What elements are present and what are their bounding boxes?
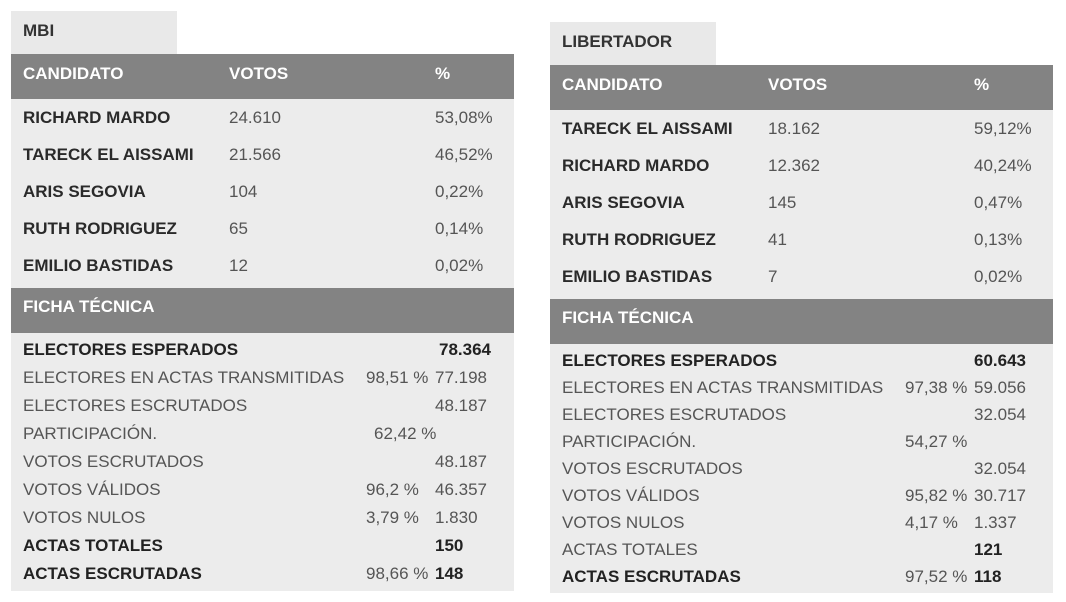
ficha-value: 46.357 bbox=[435, 480, 487, 499]
candidate-votes: 41 bbox=[768, 230, 787, 249]
candidate-row bbox=[550, 151, 1053, 188]
ficha-label: ACTAS TOTALES bbox=[23, 536, 163, 555]
results-panel-mbi bbox=[11, 11, 514, 591]
ficha-row bbox=[550, 431, 1053, 458]
ficha-tecnica-list bbox=[11, 333, 514, 591]
candidates-header bbox=[11, 54, 514, 99]
ficha-label: VOTOS NULOS bbox=[562, 513, 685, 532]
candidate-name: ARIS SEGOVIA bbox=[562, 193, 685, 212]
header-candidate: CANDIDATO bbox=[23, 64, 124, 83]
ficha-value: 1.337 bbox=[974, 513, 1017, 532]
candidate-votes: 12.362 bbox=[768, 156, 820, 175]
ficha-row bbox=[550, 377, 1053, 404]
ficha-value: 59.056 bbox=[974, 378, 1026, 397]
ficha-label: ELECTORES ESPERADOS bbox=[23, 340, 239, 359]
ficha-tecnica-header: FICHA TÉCNICA bbox=[11, 288, 514, 333]
ficha-label: ACTAS TOTALES bbox=[562, 540, 698, 559]
candidate-row bbox=[550, 114, 1053, 151]
results-panel-libertador bbox=[550, 22, 1053, 593]
candidate-pct: 0,13% bbox=[974, 230, 1023, 249]
candidate-pct: 0,02% bbox=[974, 267, 1023, 286]
ficha-value: 78.364 bbox=[439, 340, 491, 359]
ficha-row bbox=[11, 507, 514, 535]
ficha-row bbox=[550, 458, 1053, 485]
ficha-label: ELECTORES EN ACTAS TRANSMITIDAS bbox=[23, 368, 345, 387]
ficha-label: PARTICIPACIÓN. bbox=[562, 432, 697, 451]
ficha-value: 48.187 bbox=[435, 452, 487, 471]
candidate-name: RUTH RODRIGUEZ bbox=[23, 219, 177, 238]
ficha-pct: 95,82 % bbox=[905, 486, 968, 505]
ficha-value: 148 bbox=[435, 564, 464, 583]
ficha-label: ELECTORES ESCRUTADOS bbox=[562, 405, 787, 424]
candidate-name: EMILIO BASTIDAS bbox=[23, 256, 174, 275]
ficha-value: 77.198 bbox=[435, 368, 487, 387]
candidate-pct: 53,08% bbox=[435, 108, 493, 127]
ficha-row bbox=[550, 485, 1053, 512]
candidate-votes: 18.162 bbox=[768, 119, 820, 138]
ficha-row bbox=[550, 566, 1053, 593]
ficha-label: ACTAS ESCRUTADAS bbox=[562, 567, 741, 586]
ficha-value: 150 bbox=[435, 536, 464, 555]
ficha-label: ELECTORES ESCRUTADOS bbox=[23, 396, 248, 415]
ficha-label: VOTOS NULOS bbox=[23, 508, 146, 527]
candidate-row bbox=[11, 103, 514, 140]
ficha-label: ELECTORES EN ACTAS TRANSMITIDAS bbox=[562, 378, 884, 397]
ficha-pct: 62,42 % bbox=[374, 424, 437, 443]
candidate-row bbox=[11, 251, 514, 288]
ficha-row bbox=[11, 479, 514, 507]
ficha-value: 30.717 bbox=[974, 486, 1026, 505]
header-pct: % bbox=[974, 75, 990, 94]
ficha-row bbox=[11, 563, 514, 591]
candidate-votes: 145 bbox=[768, 193, 797, 212]
header-pct: % bbox=[435, 64, 451, 83]
ficha-value: 48.187 bbox=[435, 396, 487, 415]
ficha-pct: 98,66 % bbox=[366, 564, 429, 583]
ficha-row bbox=[11, 395, 514, 423]
candidate-name: TARECK EL AISSAMI bbox=[562, 119, 733, 138]
ficha-tecnica-list bbox=[550, 344, 1053, 593]
ficha-pct: 54,27 % bbox=[905, 432, 968, 451]
ficha-pct: 97,52 % bbox=[905, 567, 968, 586]
candidate-name: RUTH RODRIGUEZ bbox=[562, 230, 716, 249]
candidate-votes: 12 bbox=[229, 256, 248, 275]
candidate-pct: 40,24% bbox=[974, 156, 1032, 175]
candidate-pct: 0,22% bbox=[435, 182, 484, 201]
candidate-name: TARECK EL AISSAMI bbox=[23, 145, 194, 164]
ficha-row bbox=[11, 339, 514, 367]
candidate-votes: 7 bbox=[768, 267, 778, 286]
ficha-row bbox=[11, 451, 514, 479]
candidate-name: RICHARD MARDO bbox=[23, 108, 171, 127]
ficha-label: VOTOS VÁLIDOS bbox=[23, 480, 161, 499]
candidate-row bbox=[550, 262, 1053, 299]
ficha-value: 32.054 bbox=[974, 459, 1026, 478]
candidate-name: EMILIO BASTIDAS bbox=[562, 267, 713, 286]
candidate-pct: 0,47% bbox=[974, 193, 1023, 212]
candidate-votes: 104 bbox=[229, 182, 258, 201]
ficha-label: VOTOS VÁLIDOS bbox=[562, 486, 700, 505]
candidate-votes: 65 bbox=[229, 219, 248, 238]
header-candidate: CANDIDATO bbox=[562, 75, 663, 94]
ficha-row bbox=[550, 512, 1053, 539]
ficha-row bbox=[550, 350, 1053, 377]
ficha-row bbox=[11, 423, 514, 451]
candidates-list bbox=[550, 110, 1053, 299]
ficha-row bbox=[550, 539, 1053, 566]
header-votes: VOTOS bbox=[229, 64, 289, 83]
ficha-value: 1.830 bbox=[435, 508, 478, 527]
candidates-header bbox=[550, 65, 1053, 110]
candidate-row bbox=[550, 225, 1053, 262]
ficha-pct: 98,51 % bbox=[366, 368, 429, 387]
candidate-row bbox=[11, 140, 514, 177]
ficha-row bbox=[550, 404, 1053, 431]
ficha-label: ACTAS ESCRUTADAS bbox=[23, 564, 202, 583]
ficha-pct: 4,17 % bbox=[905, 513, 958, 532]
candidate-votes: 21.566 bbox=[229, 145, 281, 164]
ficha-row bbox=[11, 535, 514, 563]
panel-title: MBI bbox=[11, 11, 177, 54]
panel-title: LIBERTADOR bbox=[550, 22, 716, 65]
ficha-pct: 97,38 % bbox=[905, 378, 968, 397]
ficha-row bbox=[11, 367, 514, 395]
ficha-label: ELECTORES ESPERADOS bbox=[562, 351, 778, 370]
ficha-tecnica-header: FICHA TÉCNICA bbox=[550, 299, 1053, 344]
ficha-value: 121 bbox=[974, 540, 1003, 559]
candidates-list bbox=[11, 99, 514, 288]
ficha-label: PARTICIPACIÓN. bbox=[23, 424, 158, 443]
ficha-pct: 96,2 % bbox=[366, 480, 419, 499]
candidate-row bbox=[11, 177, 514, 214]
candidate-name: ARIS SEGOVIA bbox=[23, 182, 146, 201]
candidate-pct: 0,02% bbox=[435, 256, 484, 275]
candidate-pct: 46,52% bbox=[435, 145, 493, 164]
header-votes: VOTOS bbox=[768, 75, 828, 94]
ficha-label: VOTOS ESCRUTADOS bbox=[23, 452, 204, 471]
candidate-pct: 0,14% bbox=[435, 219, 484, 238]
candidate-pct: 59,12% bbox=[974, 119, 1032, 138]
candidate-row bbox=[11, 214, 514, 251]
ficha-label: VOTOS ESCRUTADOS bbox=[562, 459, 743, 478]
ficha-pct: 3,79 % bbox=[366, 508, 419, 527]
candidate-name: RICHARD MARDO bbox=[562, 156, 710, 175]
ficha-value: 32.054 bbox=[974, 405, 1026, 424]
candidate-votes: 24.610 bbox=[229, 108, 281, 127]
ficha-value: 60.643 bbox=[974, 351, 1026, 370]
ficha-value: 118 bbox=[974, 567, 1002, 586]
candidate-row bbox=[550, 188, 1053, 225]
